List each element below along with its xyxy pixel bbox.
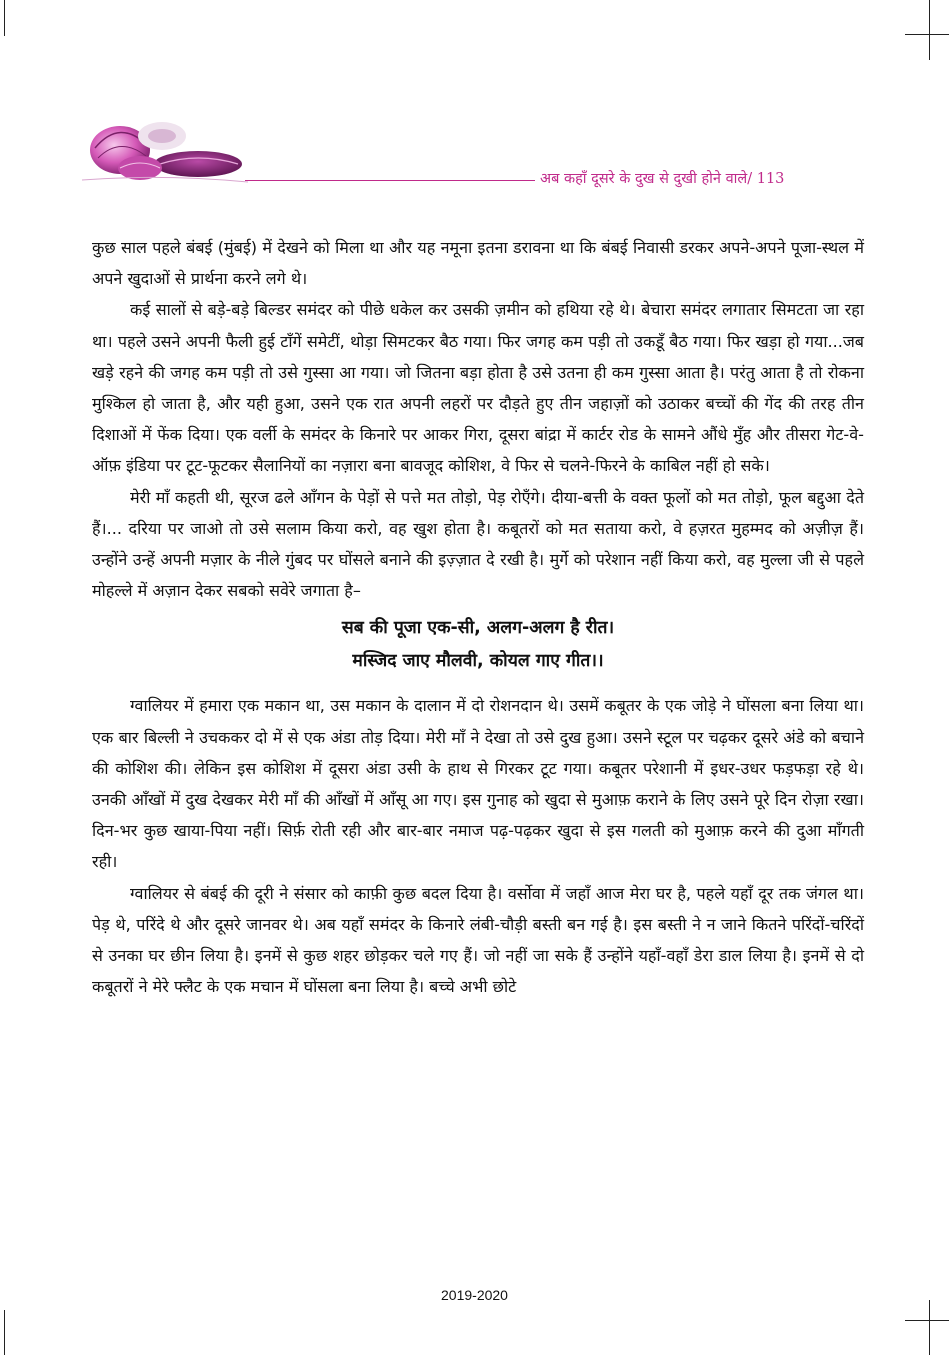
header-separator: / (747, 171, 753, 187)
page-header (0, 100, 949, 200)
crop-mark-bottom-left-v (4, 1310, 5, 1355)
crop-mark-top-right-h (905, 34, 949, 35)
crop-mark-bottom-right-v (929, 1300, 930, 1355)
page-number: 113 (756, 171, 785, 187)
body-text (92, 232, 864, 1002)
paragraph-1: कुछ साल पहले बंबई (मुंबई) में देखने को मिला था और यह नमूना इतना डरावना था कि बंबई निवासी डरकर अपने-अपने पूजा-स्थल में अपने खुदाओं से प्रार्थना करने लगे थे। (92, 238, 864, 289)
paragraph-4: ग्वालियर में हमारा एक मकान था, उस मकान के दालान में दो रोशनदान थे। उसमें कबूतर के एक जोड़े ने घोंसला बना लिया था। एक बार बिल्ली ने उचककर दो में से एक अंडा तोड़ दिया। मेरी माँ ने देखा तो उसे दुख हुआ। उसने स्टूल पर चढ़कर दूसरे अंडे को बचाने की कोशिश की। लेकिन इस कोशिश में दूसरा अंडा उसी के हाथ से गिरकर टूट गया। कबूतर परेशानी में इधर-उधर फड़फड़ा रहे थे। उनकी आँखों में दुख देखकर मेरी माँ की आँखों में आँसू आ गए। इस गुनाह को खुदा से मुआफ़ कराने के लिए उसने पूरे दिन रोज़ा रखा। दिन-भर कुछ खाया-पिया नहीं। सिर्फ़ रोती रही और बार-बार नमाज पढ़-पढ़कर खुदा से इस गलती को मुआफ़ करने की दुआ माँगती रही। (92, 696, 864, 872)
paragraph-3: मेरी माँ कहती थी, सूरज ढले आँगन के पेड़ों से पत्ते मत तोड़ो, पेड़ रोएँगे। दीया-बत्ती के वक्त फूलों को मत तोड़ो, फूल बद्दुआ देते हैं।... दरिया पर जाओ तो उसे सलाम किया करो, वह खुश होता है। कबूतरों को मत सताया करो, वे हज़रत मुहम्मद को अज़ीज़ हैं। उन्होंने उन्हें अपनी मज़ार के नीले गुंबद पर घोंसले बनाने की इज़्ज़ात दे रखी है। मुर्गे को परेशान नहीं किया करो, वह मुल्ला जी से पहले मोहल्ले में अज़ान देकर सबको सवेरे जगाता है– (92, 487, 864, 601)
couplet-line-2: मस्जिद जाए मौलवी, कोयल गाए गीत।। (352, 651, 604, 672)
seashell-illustration-icon (80, 108, 250, 188)
header-rule (245, 180, 535, 181)
footer-year: 2019-2020 (441, 1287, 508, 1303)
crop-mark-top-left-v (4, 0, 5, 36)
crop-mark-top-right-v (929, 0, 930, 60)
paragraph-5: ग्वालियर से बंबई की दूरी ने संसार को काफ़ी कुछ बदल दिया है। वर्सोवा में जहाँ आज मेरा घर है, पहले यहाँ दूर तक जंगल था। पेड़ थे, परिंदे थे और दूसरे जानवर थे। अब यहाँ समंदर के किनारे लंबी-चौड़ी बस्ती बन गई है। इस बस्ती ने न जाने कितने परिंदों-चरिंदों से उनका घर छीन लिया है। इनमें से कुछ शहर छोड़कर चले गए हैं। जो नहीं जा सके हैं उन्होंने यहाँ-वहाँ डेरा डाल लिया है। इनमें से दो कबूतरों ने मेरे फ्लैट के एक मचान में घोंसला बना लिया है। बच्चे अभी छोटे (92, 883, 864, 997)
paragraph-2: कई सालों से बड़े-बड़े बिल्डर समंदर को पीछे धकेल कर उसकी ज़मीन को हथिया रहे थे। बेचारा समंदर लगातार सिमटता जा रहा था। पहले उसने अपनी फैली हुई टाँगें समेटीं, थोड़ा सिमटकर बैठ गया। फिर जगह कम पड़ी तो उकडूँ बैठ गया। फिर खड़ा हो गया...जब खड़े रहने की जगह कम पड़ी तो उसे गुस्सा आ गया। जो जितना बड़ा होता है उसे उतना ही कम गुस्सा आता है। परंतु आता है तो रोकना मुश्किल हो जाता है, और यही हुआ, उसने एक रात अपनी लहरों पर दौड़ते हुए तीन जहाज़ों को उठाकर बच्चों की गेंद की तरह तीन दिशाओं में फेंक दिया। एक वर्ली के समंदर के किनारे पर आकर गिरा, दूसरा बांद्रा में कार्टर रोड के सामने औंधे मुँह और तीसरा गेट-वे-ऑफ़ इंडिया पर टूट-फूटकर सैलानियों का नज़ारा बना बावजूद कोशिश, वे फिर से चलने-फिरने के काबिल नहीं हो सके। (92, 300, 864, 476)
running-header (540, 168, 870, 188)
crop-mark-bottom-right-h (905, 1320, 949, 1321)
couplet-line-1: सब की पूजा एक-सी, अलग-अलग है रीत। (341, 618, 615, 639)
couplet (92, 606, 864, 690)
chapter-title: अब कहाँ दूसरे के दुख से दुखी होने वाले (540, 171, 748, 187)
